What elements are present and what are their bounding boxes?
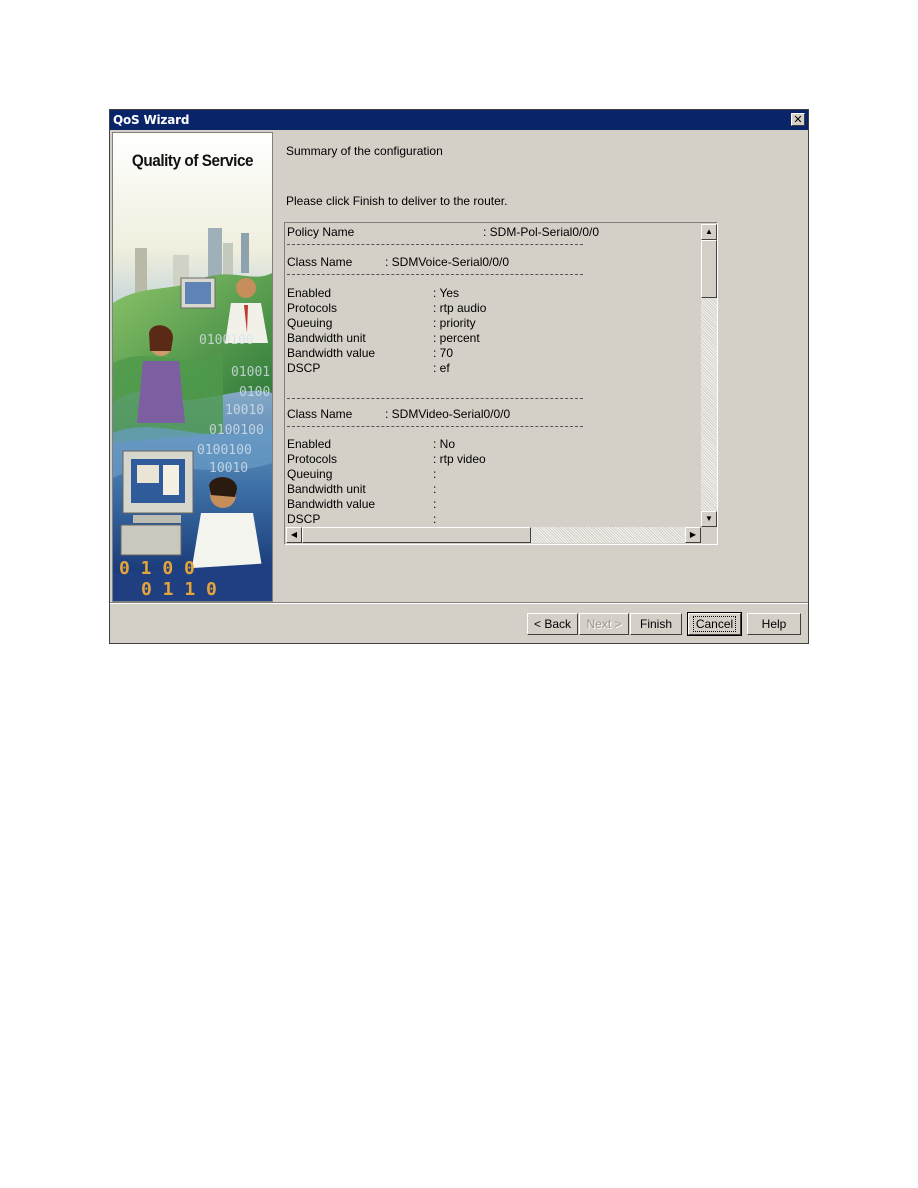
- property-label: DSCP: [287, 512, 321, 525]
- next-button[interactable]: Next >: [579, 613, 629, 635]
- vertical-scrollbar[interactable]: [701, 224, 717, 527]
- property-label: Protocols: [287, 301, 338, 315]
- config-summary-content: [287, 223, 701, 525]
- property-value: :: [433, 497, 437, 511]
- scroll-left-button[interactable]: [286, 527, 302, 543]
- class-name-row: [287, 407, 511, 422]
- property-value: : priority: [433, 316, 476, 330]
- property-label: Protocols: [287, 452, 338, 466]
- property-row: [287, 361, 450, 376]
- property-row: [287, 452, 486, 467]
- horizontal-scrollbar[interactable]: [286, 527, 701, 543]
- summary-heading: Summary of the configuration: [286, 144, 443, 158]
- banner-digits-4: 10010: [225, 403, 265, 418]
- arrow-right-icon: ▶: [689, 530, 697, 539]
- scrollbar-corner: [701, 527, 717, 543]
- property-value: : rtp video: [433, 452, 486, 466]
- cancel-button[interactable]: [688, 613, 741, 635]
- property-row: [287, 346, 454, 361]
- property-value: : rtp audio: [433, 301, 487, 315]
- property-row: [287, 286, 460, 301]
- banner-digits-2: 01001: [231, 365, 271, 380]
- property-value: :: [433, 482, 437, 496]
- property-label: Queuing: [287, 467, 333, 481]
- close-icon: ✕: [793, 113, 803, 126]
- arrow-down-icon: ▼: [705, 514, 713, 523]
- scroll-up-button[interactable]: [701, 224, 717, 240]
- property-label: Queuing: [287, 316, 333, 330]
- property-label: Enabled: [287, 286, 332, 300]
- banner-title: Quality of Service: [131, 151, 254, 170]
- window-title: QoS Wizard: [113, 113, 190, 127]
- property-label: Bandwidth unit: [287, 482, 366, 496]
- property-value: : No: [433, 437, 456, 451]
- property-row: [287, 497, 437, 512]
- property-label: Enabled: [287, 437, 332, 451]
- back-button[interactable]: < Back: [527, 613, 578, 635]
- banner-digits-9: 0 1 1 0: [141, 579, 217, 600]
- property-row: [287, 316, 476, 331]
- property-row: [287, 437, 456, 452]
- close-button[interactable]: [791, 113, 805, 126]
- property-row: [287, 301, 487, 316]
- finish-button[interactable]: Finish: [630, 613, 682, 635]
- policy-name-label: Policy Name: [287, 225, 355, 239]
- banner-digits-3: 0100: [239, 385, 271, 400]
- separator: [287, 274, 583, 275]
- property-value: :: [433, 467, 437, 481]
- property-row: [287, 482, 437, 497]
- class-name-row: [287, 255, 510, 270]
- banner-digits-1: 0100100: [199, 333, 254, 348]
- banner-digits-8: 0 1 0 0: [119, 558, 195, 579]
- finish-instruction: Please click Finish to deliver to the router.: [286, 194, 508, 208]
- property-row: [287, 467, 437, 482]
- property-value: : ef: [433, 361, 450, 375]
- property-label: Bandwidth value: [287, 497, 376, 511]
- button-bar-divider: [110, 602, 808, 604]
- property-value: : Yes: [433, 286, 460, 300]
- separator: [287, 398, 583, 399]
- class-name-value: : SDMVoice-Serial0/0/0: [385, 255, 510, 269]
- scroll-right-button[interactable]: [685, 527, 701, 543]
- vertical-scroll-thumb[interactable]: [701, 240, 717, 298]
- help-button[interactable]: Help: [747, 613, 801, 635]
- separator: [287, 426, 583, 427]
- qos-wizard-window: [109, 109, 809, 644]
- property-row: [287, 512, 437, 525]
- policy-name-value: : SDM-Pol-Serial0/0/0: [483, 225, 600, 239]
- scroll-down-button[interactable]: [701, 511, 717, 527]
- arrow-left-icon: ◀: [290, 530, 298, 539]
- class-name-value: : SDMVideo-Serial0/0/0: [385, 407, 511, 421]
- class-name-label: Class Name: [287, 255, 353, 269]
- config-summary-listbox[interactable]: [284, 222, 718, 545]
- property-label: Bandwidth value: [287, 346, 376, 360]
- class-name-label: Class Name: [287, 407, 353, 421]
- separator: [287, 244, 583, 245]
- property-value: : percent: [433, 331, 480, 345]
- property-value: : 70: [433, 346, 454, 360]
- property-row: [287, 331, 480, 346]
- horizontal-scroll-thumb[interactable]: [302, 527, 531, 543]
- property-label: DSCP: [287, 361, 321, 375]
- property-value: :: [433, 512, 437, 525]
- policy-name-row: [287, 225, 600, 240]
- title-bar[interactable]: [110, 110, 808, 130]
- banner-digits-6: 0100100: [197, 443, 252, 458]
- property-label: Bandwidth unit: [287, 331, 366, 345]
- banner-digits-7: 10010: [209, 461, 249, 476]
- cancel-button-label: Cancel: [693, 616, 736, 632]
- banner-digits-5: 0100100: [209, 423, 264, 438]
- arrow-up-icon: ▲: [705, 227, 713, 236]
- qos-banner-image: [112, 132, 273, 602]
